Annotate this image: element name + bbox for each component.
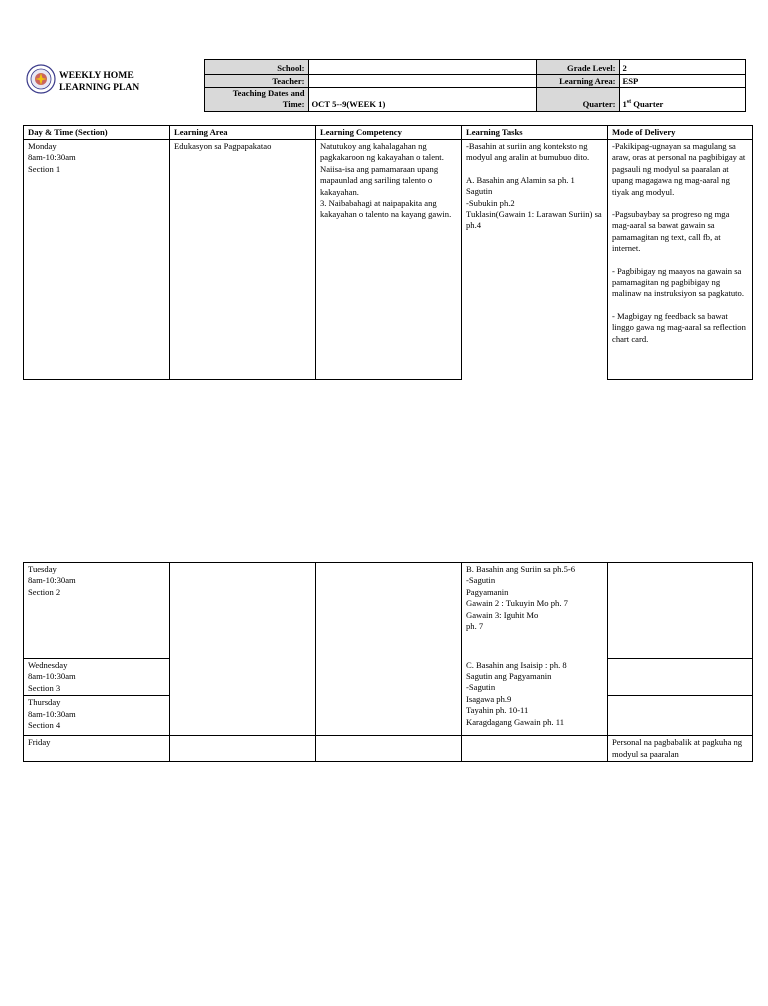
school-label: School: xyxy=(204,60,308,75)
teacher-value xyxy=(308,75,536,88)
learning-area-label: Learning Area: xyxy=(536,75,619,88)
quarter-label: Quarter: xyxy=(536,88,619,112)
teaching-dates-value: OCT 5--9(WEEK 1) xyxy=(308,88,536,112)
friday-delivery-cell: Personal na pagbabalik at pagkuha ng modyul sa paaralan xyxy=(608,736,753,762)
grade-level-value: 2 xyxy=(619,60,745,75)
monday-competency-cell: Natutukoy ang kahalagahan ng pagkakaroon ng kakayahan o talent. Naiisa-isa ang pamamaraan upang mapaunlad ang sariling talento o kakayahan. 3. Naibabahagi at naipapakita ang kakayahan o talento na kayang gawin. xyxy=(316,140,462,380)
friday-competency-cell xyxy=(316,736,462,762)
wednesday-day-cell: Wednesday 8am-10:30am Section 3 xyxy=(24,659,170,696)
monday-tasks-cell xyxy=(462,140,608,380)
tuesday-day-cell: Tuesday 8am-10:30am Section 2 xyxy=(24,563,170,659)
delivery-item: - Pagbibigay ng maayos na gawain sa pamamagitan ng pagbibigay ng malinaw na instruksiyon sa pagkatuto. xyxy=(612,265,744,299)
friday-day-cell: Friday xyxy=(24,736,170,762)
column-header-delivery: Mode of Delivery xyxy=(608,126,753,140)
tuesday-delivery-cell xyxy=(608,563,753,659)
header-info-table xyxy=(23,59,746,112)
wednesday-delivery-cell xyxy=(608,659,753,696)
weekly-plan-table-monday xyxy=(23,125,753,380)
delivery-item: -Pagsubaybay sa progreso ng mga mag-aaral sa bawat gawain sa pamamagitan ng text, call fb, at internet. xyxy=(612,209,730,254)
thursday-day-cell: Thursday 8am-10:30am Section 4 xyxy=(24,696,170,736)
grade-level-label: Grade Level: xyxy=(536,60,619,75)
continued-competency-cell xyxy=(316,563,462,736)
monday-tasks-list: A. Basahin ang Alamin sa ph. 1 Sagutin -Subukin ph.2 Tuklasin(Gawain 1: Larawan Suriin) sa ph.4 xyxy=(466,174,602,231)
title-line-2: LEARNING PLAN xyxy=(59,82,140,93)
teaching-dates-label: Teaching Dates and Time: xyxy=(204,88,308,112)
monday-area-cell: Edukasyon sa Pagpapakatao xyxy=(170,140,316,380)
school-value xyxy=(308,60,536,75)
continued-area-cell xyxy=(170,563,316,736)
weekly-plan-table-continued xyxy=(23,562,753,762)
column-header-day: Day & Time (Section) xyxy=(24,126,170,140)
friday-tasks-cell xyxy=(462,736,608,762)
column-header-area: Learning Area xyxy=(170,126,316,140)
column-header-tasks: Learning Tasks xyxy=(462,126,608,140)
monday-delivery-cell xyxy=(608,140,753,380)
wednesday-tasks-cell: C. Basahin ang Isaisip : ph. 8 Sagutin ang Pagyamanin -Sagutin Isagawa ph.9 Tayahin ph. 10-11 Karagdagang Gawain ph. 11 xyxy=(462,659,608,736)
title-line-1: WEEKLY HOME xyxy=(59,70,134,81)
learning-area-value: ESP xyxy=(619,75,745,88)
column-header-competency: Learning Competency xyxy=(316,126,462,140)
delivery-item: -Pakikipag-ugnayan sa magulang sa araw, oras at personal na pagbibigay at pagsauli ng modyul sa paaralan at upang magagawa ng mag-aaral ng tiyak ang modyul. xyxy=(612,141,746,197)
quarter-value: 1st Quarter xyxy=(619,88,745,112)
friday-area-cell xyxy=(170,736,316,762)
monday-day-cell: Monday 8am-10:30am Section 1 xyxy=(24,140,170,380)
delivery-item: - Magbigay ng feedback sa bawat linggo gawa ng mag-aaral sa reflection chart card. xyxy=(612,310,746,344)
teacher-label: Teacher: xyxy=(204,75,308,88)
thursday-delivery-cell xyxy=(608,696,753,736)
monday-tasks-intro: -Basahin at suriin ang konteksto ng modyul ang aralin at bumubuo dito. xyxy=(466,141,590,163)
tuesday-tasks-cell: B. Basahin ang Suriin sa ph.5-6 -Sagutin Pagyamanin Gawain 2 : Tukuyin Mo ph. 7 Gawain 3: Iguhit Mo ph. 7 xyxy=(462,563,608,659)
